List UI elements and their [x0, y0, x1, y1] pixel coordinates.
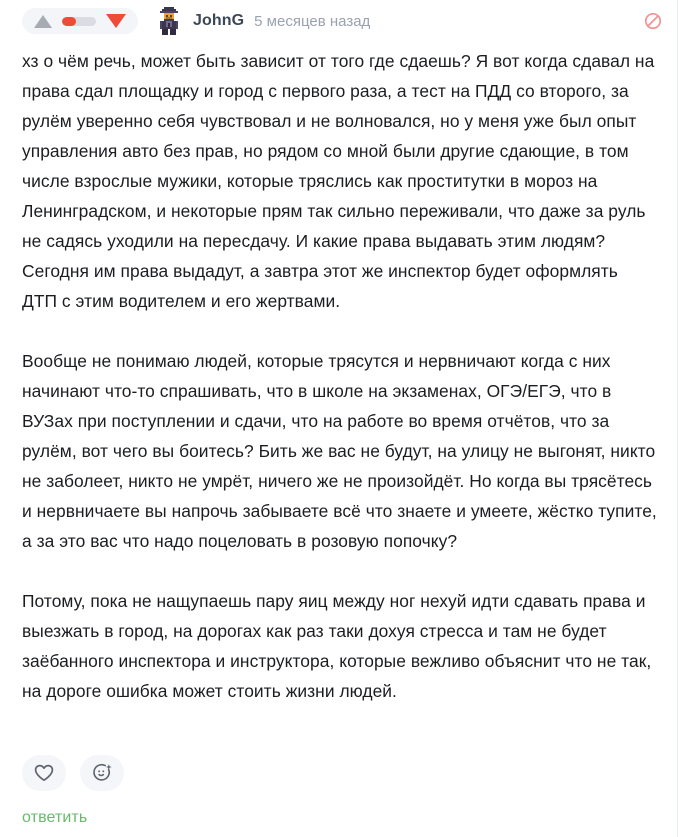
triangle-down-icon[interactable]: [106, 14, 126, 28]
comment-footer: [22, 755, 642, 827]
user-avatar-pixel-art-icon[interactable]: [158, 7, 184, 35]
comment-timestamp: 5 месяцев назад: [254, 12, 371, 30]
rating-bar-fill: [62, 17, 76, 26]
like-button[interactable]: [22, 755, 66, 791]
comment-header: [0, 0, 677, 42]
heart-icon: [33, 763, 55, 783]
author-block: [158, 7, 643, 35]
triangle-up-icon[interactable]: [34, 15, 52, 28]
vote-widget[interactable]: [22, 8, 138, 34]
comment-text: [0, 42, 677, 706]
add-reaction-smiley-icon: [91, 762, 113, 784]
author-name[interactable]: JohnG: [193, 12, 245, 29]
comment-paragraph: хз о чём речь, может быть зависит от того где сдаешь? Я вот когда сдавал на права сдал площадку и город с первого раза, а тест на ПДД со второго, за рулём уверенно себя чувствовал и не волновался, но у меня уже был опыт управления авто без прав, но рядом со мной были другие сдающие, в том числе взрослые мужики, которые тряслись как проститутки в мороз на Ленинградском, и некоторые прям так сильно переживали, что даже за руль не садясь уходили на пересдачу. И какие права выдавать этим людям? Сегодня им права выдадут, а завтра этот же инспектор будет оформлять ДТП с этим водителем и его жертвами.: [22, 51, 655, 311]
comment-action-row: [22, 755, 642, 791]
comment-paragraph: Вообще не понимаю людей, которые трясутся и нервничают когда с них начинают что-то спрашивать, что в школе на экзаменах, ОГЭ/ЕГЭ, что в ВУЗах при поступлении и сдачи, что на работе во время отчётов, что за рулём, вот чего вы боитесь? Бить же вас не будут, на улицу не выгонят, никто не заболеет, никто не умрёт, ничего же не произойдёт. Но когда вы трясётесь и нервничаете вы напрочь забываете всё что знаете и умеете, жёстко тупите, а за это вас что надо поцеловать в розовую попочку?: [22, 351, 657, 551]
rating-bar: [62, 17, 96, 26]
reply-link[interactable]: ответить: [22, 809, 88, 826]
add-reaction-button[interactable]: [80, 755, 124, 791]
comment-paragraph: Потому, пока не нащупаешь пару яиц между ног нехуй идти сдавать права и выезжать в город, на дорогах как раз таки дохуя стресса и там не будет заёбанного инспектора и инструктора, которые вежливо объяснит что не так, на дороге ошибка может стоить жизни людей.: [22, 591, 652, 701]
block-prohibited-icon[interactable]: [643, 11, 663, 31]
